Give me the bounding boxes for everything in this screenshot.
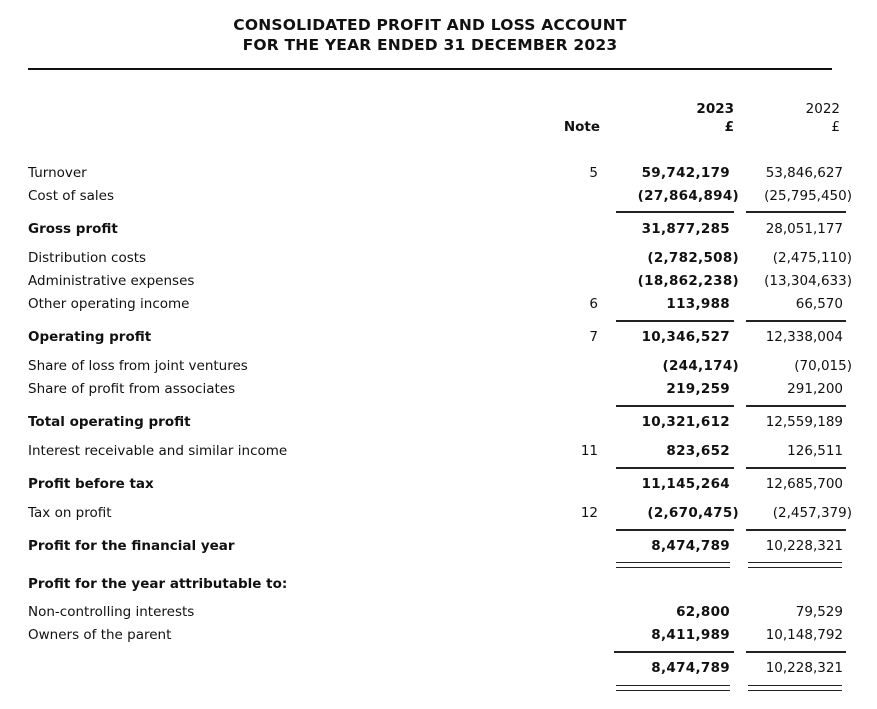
row-label: Cost of sales (28, 188, 115, 204)
year-2022-header: 2022 (805, 101, 840, 117)
row-label: Turnover (28, 165, 87, 181)
value-2023: (2,782,508) (647, 250, 739, 266)
value-2023: 11,145,264 (641, 476, 730, 492)
value-2022: 12,338,004 (765, 329, 843, 345)
row-label: Profit for the financial year (28, 538, 235, 554)
row-label: Administrative expenses (28, 273, 195, 289)
value-2023: 8,474,789 (651, 538, 730, 554)
total-double-rule-2023 (616, 685, 730, 691)
value-2023: 10,346,527 (641, 329, 730, 345)
row-label: Profit before tax (28, 476, 154, 492)
header-rule (28, 68, 832, 70)
row-label: Share of loss from joint ventures (28, 358, 248, 374)
row-label: Gross profit (28, 221, 118, 237)
value-2023: (2,670,475) (647, 505, 739, 521)
row-label: Other operating income (28, 296, 190, 312)
subtotal-rule-2023 (616, 211, 734, 213)
value-2022: 66,570 (795, 296, 843, 312)
subtotal-rule-2022 (746, 651, 846, 653)
subtotal-rule-2022 (746, 529, 846, 531)
subtotal-rule-2022 (746, 405, 846, 407)
title-line-1: CONSOLIDATED PROFIT AND LOSS ACCOUNT (233, 16, 627, 34)
value-2023: 8,474,789 (651, 660, 730, 676)
value-2023: (27,864,894) (637, 188, 739, 204)
row-note: 5 (589, 165, 598, 181)
value-2022: 10,228,321 (765, 538, 843, 554)
value-2022: 10,148,792 (765, 627, 843, 643)
subtotal-rule-2023 (616, 529, 734, 531)
row-label: Tax on profit (28, 505, 112, 521)
value-2023: (244,174) (662, 358, 739, 374)
value-2022: 28,051,177 (765, 221, 843, 237)
subtotal-rule-2023 (616, 320, 734, 322)
value-2023: 10,321,612 (641, 414, 730, 430)
row-note: 12 (580, 505, 598, 521)
value-2023: (18,862,238) (637, 273, 739, 289)
value-2023: 823,652 (666, 443, 730, 459)
total-double-rule-2022 (748, 562, 842, 568)
row-label: Owners of the parent (28, 627, 172, 643)
row-label: Interest receivable and similar income (28, 443, 288, 459)
value-2022: 126,511 (787, 443, 843, 459)
title-line-2: FOR THE YEAR ENDED 31 DECEMBER 2023 (242, 36, 618, 54)
value-2023: 62,800 (676, 604, 730, 620)
subtotal-rule-2023 (616, 405, 734, 407)
currency-2023-header: £ (724, 119, 734, 135)
subtotal-rule-2023 (616, 467, 734, 469)
row-note: 6 (589, 296, 598, 312)
subtotal-rule-2022 (746, 211, 846, 213)
value-2022: 53,846,627 (765, 165, 843, 181)
value-2022: (13,304,633) (764, 273, 852, 289)
row-label: Operating profit (28, 329, 152, 345)
total-double-rule-2023 (616, 562, 730, 568)
value-2023: 31,877,285 (641, 221, 730, 237)
row-note: 11 (580, 443, 598, 459)
total-double-rule-2022 (748, 685, 842, 691)
attributable-heading: Profit for the year attributable to: (28, 576, 288, 592)
subtotal-rule-2022 (746, 320, 846, 322)
value-2022: 10,228,321 (765, 660, 843, 676)
currency-2022-header: £ (831, 119, 840, 135)
row-note: 7 (589, 329, 598, 345)
value-2022: (2,457,379) (772, 505, 852, 521)
row-label: Non-controlling interests (28, 604, 195, 620)
value-2022: 291,200 (787, 381, 843, 397)
value-2022: (25,795,450) (764, 188, 852, 204)
row-label: Distribution costs (28, 250, 147, 266)
value-2023: 219,259 (666, 381, 730, 397)
value-2023: 113,988 (666, 296, 730, 312)
row-label: Total operating profit (28, 414, 191, 430)
value-2023: 8,411,989 (651, 627, 730, 643)
row-label: Share of profit from associates (28, 381, 236, 397)
subtotal-rule-2022 (746, 467, 846, 469)
value-2022: 12,559,189 (765, 414, 843, 430)
subtotal-rule-2023 (614, 651, 734, 653)
value-2022: 79,529 (795, 604, 843, 620)
value-2022: 12,685,700 (765, 476, 843, 492)
note-column-header: Note (563, 119, 600, 135)
value-2022: (70,015) (794, 358, 852, 374)
value-2023: 59,742,179 (641, 165, 730, 181)
value-2022: (2,475,110) (772, 250, 852, 266)
year-2023-header: 2023 (696, 101, 734, 117)
